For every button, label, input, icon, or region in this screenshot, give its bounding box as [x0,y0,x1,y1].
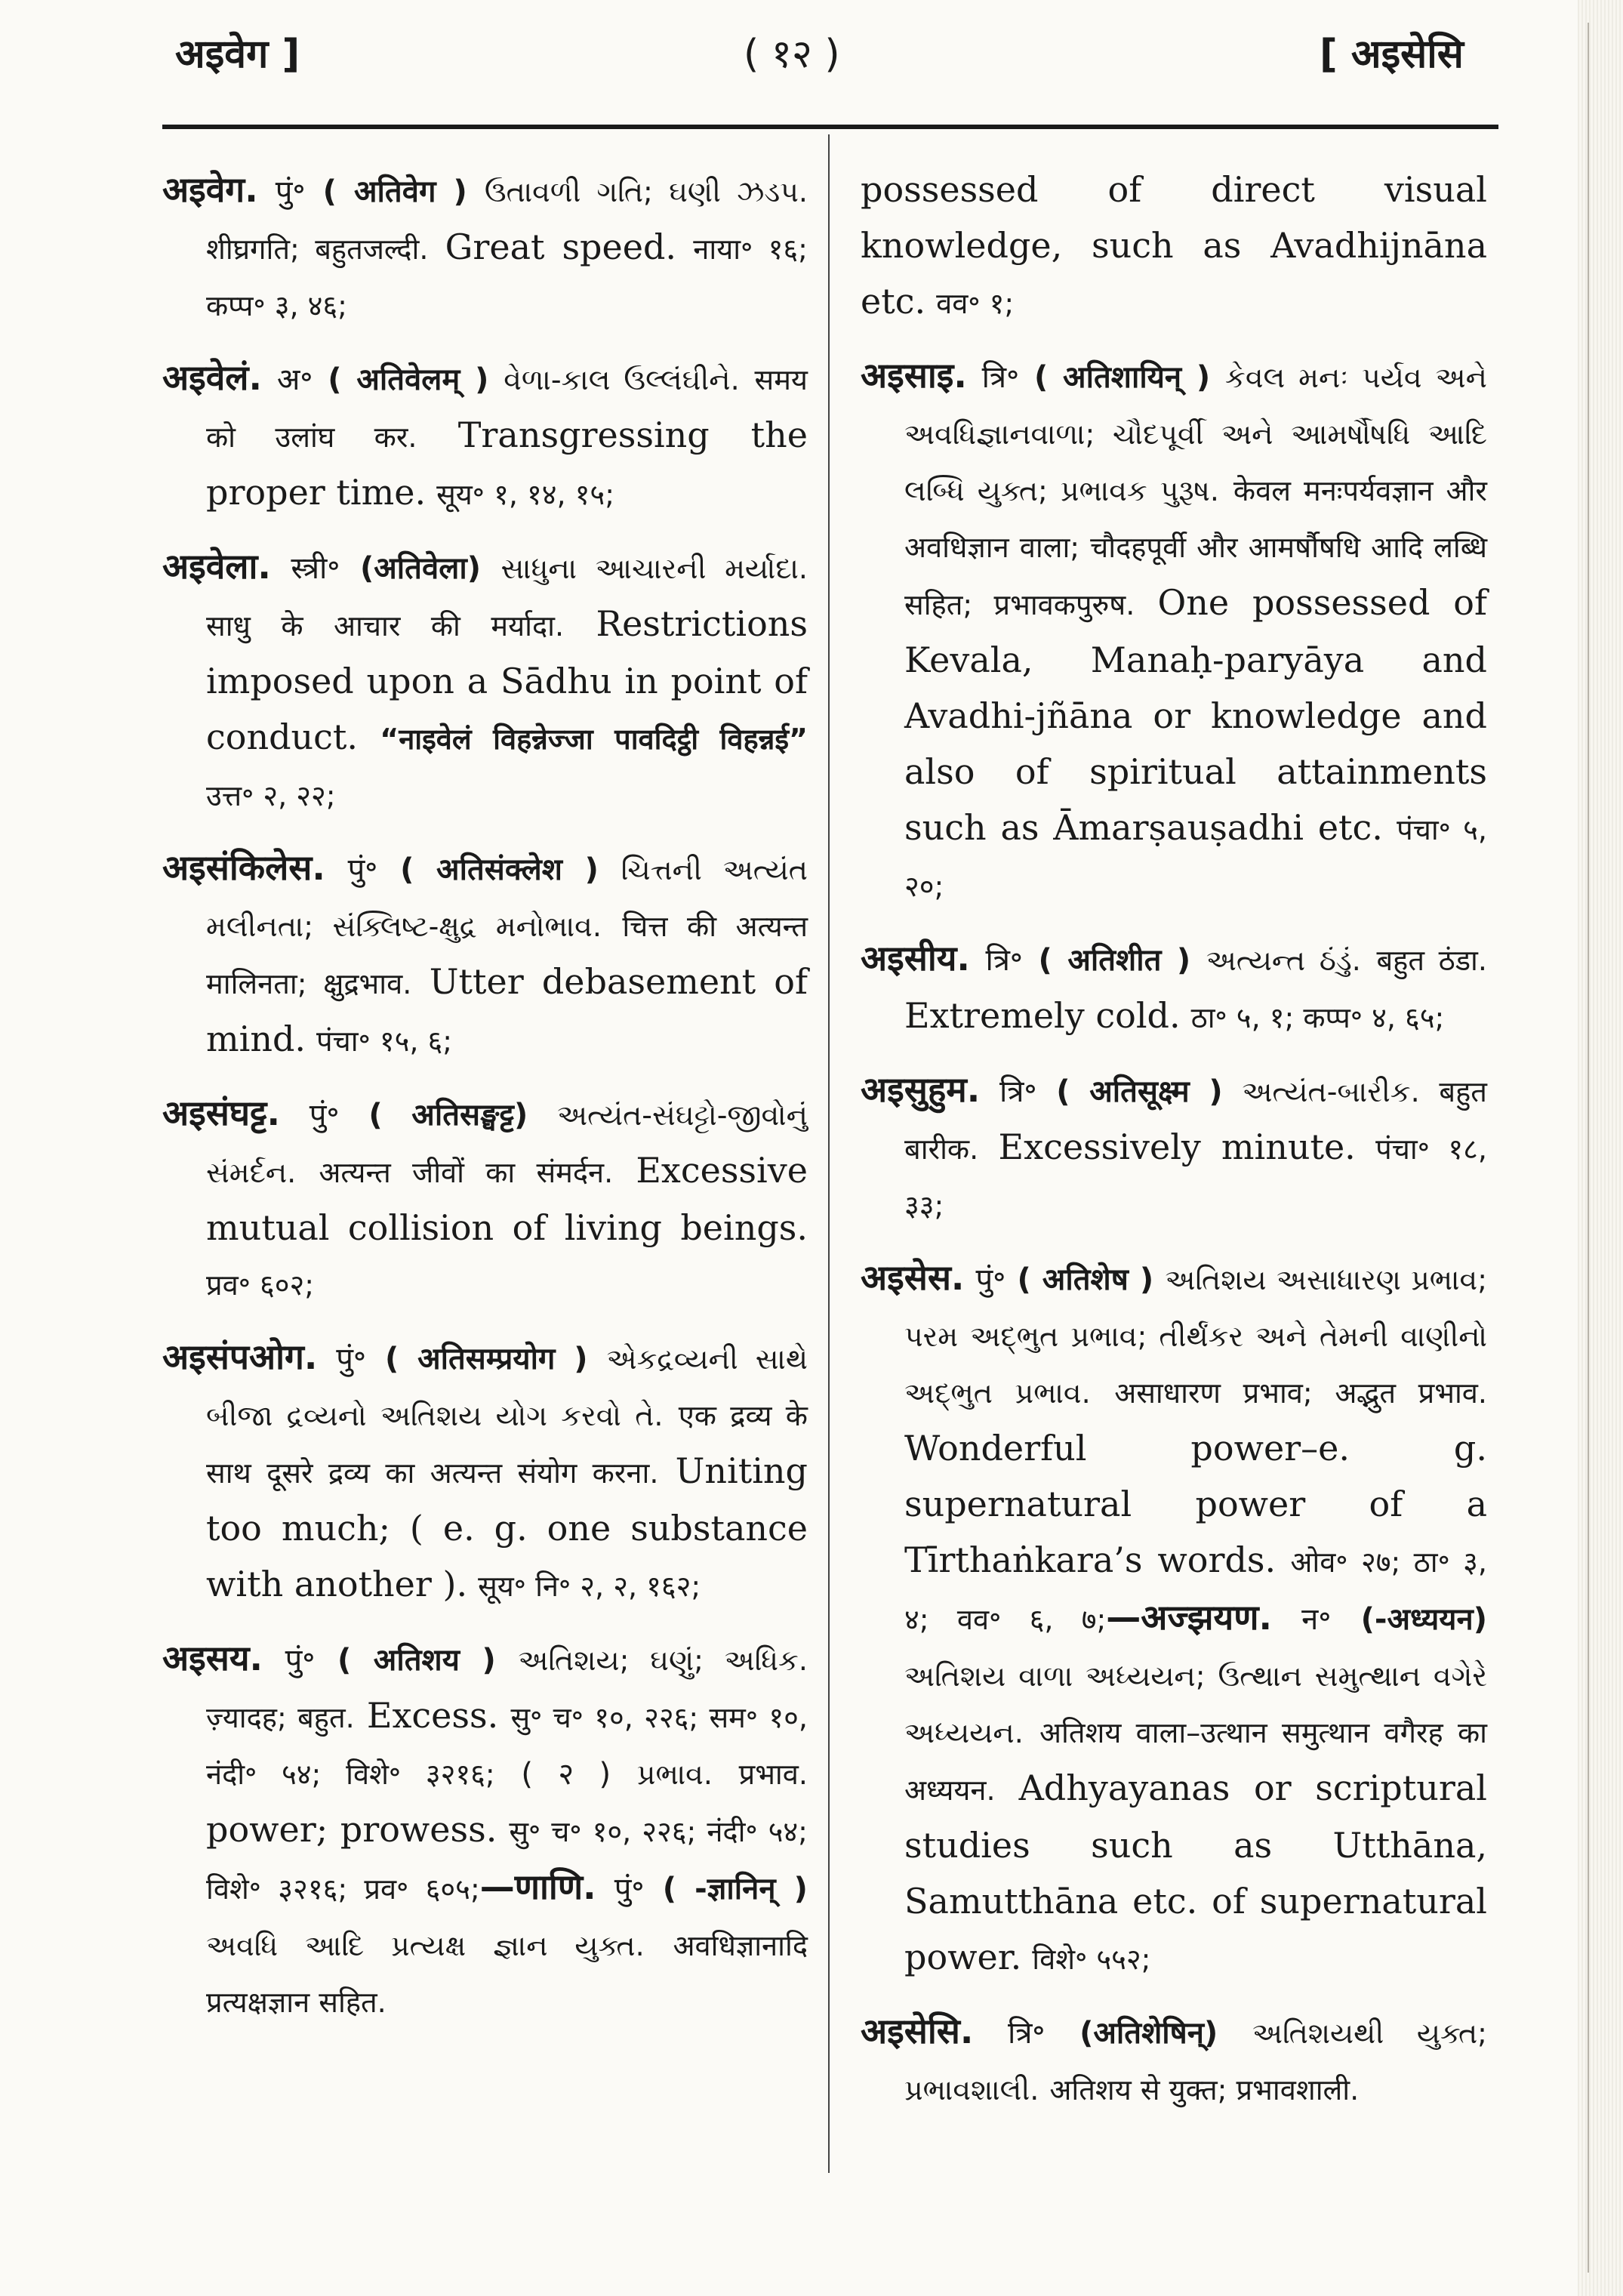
sanskrit: ( अतिसूक्ष्म ) [1056,1074,1223,1109]
column-divider [828,134,830,2173]
quotation: “नाइवेलं विहन्नेज्जा पावदिट्ठी विहन्नई” [380,723,808,756]
hindi-gloss: अतिशय वाला–उत्थान समुत्थान वगैरह का अध्ययन. [904,1716,1487,1807]
sanskrit: ( अतिसङ्घट्ट) [368,1098,528,1133]
entry-aivelam [162,350,808,522]
references: प्रव॰ ६०२; [206,1268,315,1302]
headword: अइवेला. [162,546,271,587]
references: उत्त॰ २, २२; [206,779,336,812]
grammar: पुं॰ [347,852,378,887]
headword: अइवेग. [162,169,258,210]
running-head-right: [ अइसेसि [1320,32,1464,77]
references: सूय॰ नि॰ २, २, १६२; [478,1570,701,1603]
gujarati-gloss: ઉતાવળી ગતિ; ઘણી ઝડપ. [484,175,808,208]
grammar: त्रि॰ [1007,2016,1046,2051]
english-gloss: Adhyayanas or scriptural studies such as Utthāna, Samutthāna etc. of supernatural power. [904,1767,1487,1977]
english-gloss: Excessive mutual collision of living beings. [206,1150,808,1248]
gujarati-gloss: વેળા-કાલ ઉલ્લંઘીને. [504,363,740,396]
hindi-gloss: समय को उलांघ कर. [206,363,808,454]
sanskrit: ( अतिशीत ) [1038,943,1191,978]
left-column [162,162,808,2047]
english-gloss: Great speed. [445,227,677,267]
gujarati-gloss: પ્રભાવ. [636,1758,713,1791]
references: सूय॰ १, १४, १५; [436,478,614,511]
headword: अइसंपओग. [162,1336,318,1377]
sanskrit: (-अध्ययन) [1360,1602,1487,1637]
gujarati-gloss: અતિશય અસાધારણ પ્રભાવ; પરમ અદ્ભુત પ્રભાવ; તીર્થંકર અને તેમની વાણીનો અદ્ભુત પ્રભાવ. [904,1263,1487,1410]
entry-aisanghatt [162,1086,808,1313]
sense-number: ( २ ) [521,1757,611,1792]
scan-edge-shadow [1578,0,1623,2296]
grammar: पुं॰ [275,174,306,209]
headword: अइसंघट्ट. [162,1093,280,1133]
english-gloss: power; prowess. [206,1809,497,1850]
sanskrit: ( अतिशय ) [337,1643,496,1678]
grammar: न॰ [1301,1602,1332,1637]
references: सु॰ च॰ १०, २२६; नंदी॰ ५४; विशे॰ ३२१६; प्रव॰ ६०५; [206,1815,808,1906]
entry-aisai [861,348,1487,914]
headword: अइवेलं. [162,357,262,398]
right-column [861,162,1487,2134]
references: नाया॰ १६; कप्प॰ ३, ४६; [206,233,808,322]
headword: अइसेस. [861,1257,965,1298]
hindi-gloss: बहुत ठंडा. [1376,944,1487,977]
headword: अइसाइ. [861,355,967,396]
hindi-gloss: एक द्रव्य के साथ दूसरे द्रव्य का अत्यन्त संयोग करना. [206,1399,808,1490]
entry-aisampaog [162,1330,808,1614]
headword: अइसंकिलेस. [162,847,325,888]
hindi-gloss: केवल मनःपर्यवज्ञान और अवधिज्ञान वाला; चौदहपूर्वी और आमर्षौषधि आदि लब्धि सहित; प्रभावकपुरुष. [904,474,1487,621]
entry-aisuhum [861,1062,1487,1234]
references: विशे॰ ५५२; [1032,1943,1151,1976]
hindi-gloss: शीघ्रगति; बहुतजल्दी. [206,233,429,266]
scan-edge-line [1588,23,1589,2273]
sanskrit: ( अतिसम्प्रयोग ) [384,1342,588,1376]
gujarati-gloss: કેવલ મનઃ પર્યવ અને અવધિજ્ઞાનવાળા; ચૌદપૂર્વી અને આમર્ષૌષધિ આદિ લબ્ધિ યુક્ત; પ્રભાવક પુરૂષ. [904,361,1487,507]
references: वव॰ १; [936,287,1015,320]
english-gloss: Excessively minute. [998,1126,1356,1167]
grammar: त्रि॰ [981,360,1020,395]
gujarati-gloss: અત્યંત-સંઘટ્ટો-જીવોનું સંમર્દન. [206,1099,808,1189]
sanskrit: ( -ज्ञानिन् ) [662,1872,808,1906]
english-gloss: Wonderful power–e. g. supernatural power of a Tīrthaṅkara’s words. [904,1428,1487,1580]
hindi-gloss: अतिशय से युक्त; प्रभावशाली. [1049,2073,1360,2106]
sanskrit: ( अतिसंक्लेश ) [400,852,599,887]
sub-headword: —णाणि. [479,1866,596,1907]
sub-headword: —अज्झयण. [1106,1597,1272,1638]
page-number: ( १२ ) [744,32,840,77]
hindi-gloss: साधु के आचार की मर्यादा. [206,609,565,643]
entry-aiveg [162,162,808,334]
references: सु॰ च॰ १०, २२६; सम॰ १०, नंदी॰ ५४; विशे॰ ३२१६; [206,1701,808,1791]
english-gloss: Utter debasement of mind. [206,961,808,1059]
grammar: पुं॰ [614,1872,645,1906]
gujarati-gloss: અતિશયથી યુક્ત; પ્રભાવશાલી. [904,2017,1487,2106]
sanskrit: (अतिवेला) [359,551,481,586]
grammar: अ॰ [276,362,313,397]
entry-aisay [162,1631,808,2030]
english-gloss: possessed of direct visual knowledge, such as Avadhijnāna etc. [861,169,1487,322]
grammar: पुं॰ [309,1098,340,1133]
hindi-gloss: बहुत बारीक. [904,1075,1487,1166]
running-head-left: अइवेग ] [175,32,300,77]
entry-aivela [162,539,808,824]
header-rule [162,125,1498,129]
grammar: पुं॰ [285,1643,316,1678]
headword: अइसीय. [861,938,970,978]
hindi-gloss: चित्त की अत्यन्त मालिनता; क्षुद्रभाव. [206,910,808,1000]
hindi-gloss: प्रभाव. [738,1758,808,1791]
english-gloss: Extremely cold. [904,995,1181,1036]
hindi-gloss: ज़्यादह; बहुत. [206,1701,355,1734]
sanskrit: ( अतिवेलम् ) [328,362,489,397]
sanskrit: (अतिशेषिन्) [1079,2016,1218,2051]
references: पंचा॰ ५, २०; [904,813,1487,903]
entry-aises [861,1250,1487,1987]
grammar: त्रि॰ [999,1074,1037,1109]
references: ठा॰ ५, १; कप्प॰ ४, ६५; [1190,1001,1445,1034]
gujarati-gloss: અવધિ આદિ પ્રત્યક્ષ જ્ઞાન યુક્ત. [206,1929,645,1962]
english-gloss: Transgressing the proper time. [206,415,808,513]
english-gloss: Excess. [366,1695,499,1736]
grammar: त्रि॰ [985,943,1023,978]
sanskrit: ( अतिशेष ) [1017,1262,1154,1297]
english-gloss: Uniting too much; ( e. g. one substance with another ). [206,1450,808,1604]
references: पंचा॰ १५, ६; [316,1025,453,1058]
hindi-gloss: अत्यन्त जीवों का संमर्दन. [319,1156,614,1189]
english-gloss: One possessed of Kevala, Manaḥ-paryāya and Avadhi-jñāna or knowledge and also of spiritual attainments such as Āmarṣauṣadhi etc. [904,582,1487,848]
grammar: पुं॰ [336,1342,367,1376]
headword: अइसेसि. [861,2011,974,2051]
english-gloss: Restrictions imposed upon a Sādhu in point of conduct. [206,603,808,757]
hindi-gloss: अवधिज्ञानादि प्रत्यक्षज्ञान सहित. [206,1929,808,2019]
gujarati-gloss: ચિત્તની અત્યંત મલીનતા; સંક્લિષ્ટ-ક્ષુદ્ર મનોભાવ. [206,853,808,943]
gujarati-gloss: સાધુના આચારની મર્યાદા. [500,552,808,585]
sanskrit: ( अतिशायिन् ) [1033,360,1211,395]
grammar: पुं॰ [975,1262,1006,1297]
gujarati-gloss: અત્યંત-બારીક. [1242,1075,1420,1108]
continued-entry [861,162,1487,331]
headword: अइसुहुम. [861,1069,981,1110]
grammar: स्त्री॰ [291,551,340,586]
gujarati-gloss: અતિશય; ઘણું; અધિક. [518,1644,808,1677]
sanskrit: ( अतिवेग ) [322,174,467,209]
hindi-gloss: असाधारण प्रभाव; अद्भुत प्रभाव. [1114,1376,1487,1410]
entry-aisiy [861,931,1487,1046]
headword: अइसय. [162,1638,263,1678]
gujarati-gloss: અતિશય વાળા અધ્યયન; ઉત્થાન સમુત્થાન વગેરે અધ્યયન. [904,1660,1487,1749]
entry-aisesi [861,2004,1487,2118]
references: ओव॰ २७; ठा॰ ३, ४; वव॰ ६, ७; [904,1546,1487,1636]
references: पंचा॰ १८, ३३; [904,1133,1487,1222]
gujarati-gloss: એકદ્રવ્યની સાથે બીજા દ્રવ્યનો અતિશય યોગ કરવો તે. [206,1342,808,1432]
gujarati-gloss: અત્યન્ત ઠંડું. [1206,944,1361,977]
entry-aisankiles [162,840,808,1069]
